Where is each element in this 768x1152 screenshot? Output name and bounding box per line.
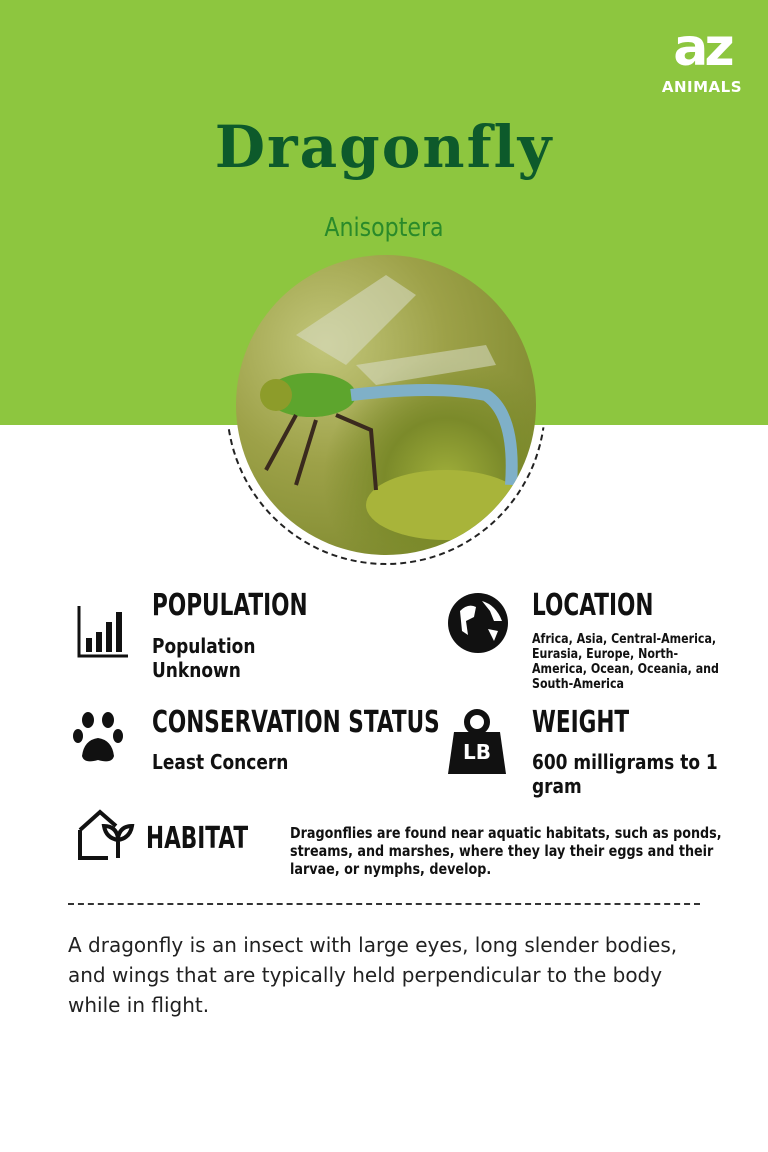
dashed-divider <box>68 903 700 905</box>
weight-value: 600 milligrams to 1 gram <box>532 750 718 798</box>
dragonfly-photo <box>236 255 536 555</box>
house-plant-icon <box>76 808 136 862</box>
habitat-value: Dragonflies are found near aquatic habitats, such as ponds, streams, and marshes, where they lay their eggs and their larvae, or nymphs, develop. <box>290 824 722 878</box>
weight-label: WEIGHT <box>532 705 630 740</box>
conservation-value: Least Concern <box>152 750 289 774</box>
population-value: Population Unknown <box>152 634 256 682</box>
conservation-label: CONSERVATION STATUS <box>152 705 440 740</box>
habitat-label: HABITAT <box>146 821 249 856</box>
bar-chart-icon <box>76 604 130 660</box>
scientific-name: Anisoptera <box>324 213 444 243</box>
location-value: Africa, Asia, Central-America, Eurasia, Europe, North-America, Ocean, Oceania, and South-America <box>532 632 719 692</box>
paw-icon <box>72 710 128 766</box>
location-label: LOCATION <box>532 588 654 623</box>
globe-icon <box>446 591 510 655</box>
description: A dragonfly is an insect with large eyes, long slender bodies, and wings that are typically held perpendicular to the body while in flight. <box>68 933 678 1017</box>
population-label: POPULATION <box>152 588 308 623</box>
az-animals-logo[interactable]: az ANIMALS <box>661 18 742 96</box>
weight-icon: LB <box>446 708 508 776</box>
page-title: Dragonfly <box>214 113 554 181</box>
